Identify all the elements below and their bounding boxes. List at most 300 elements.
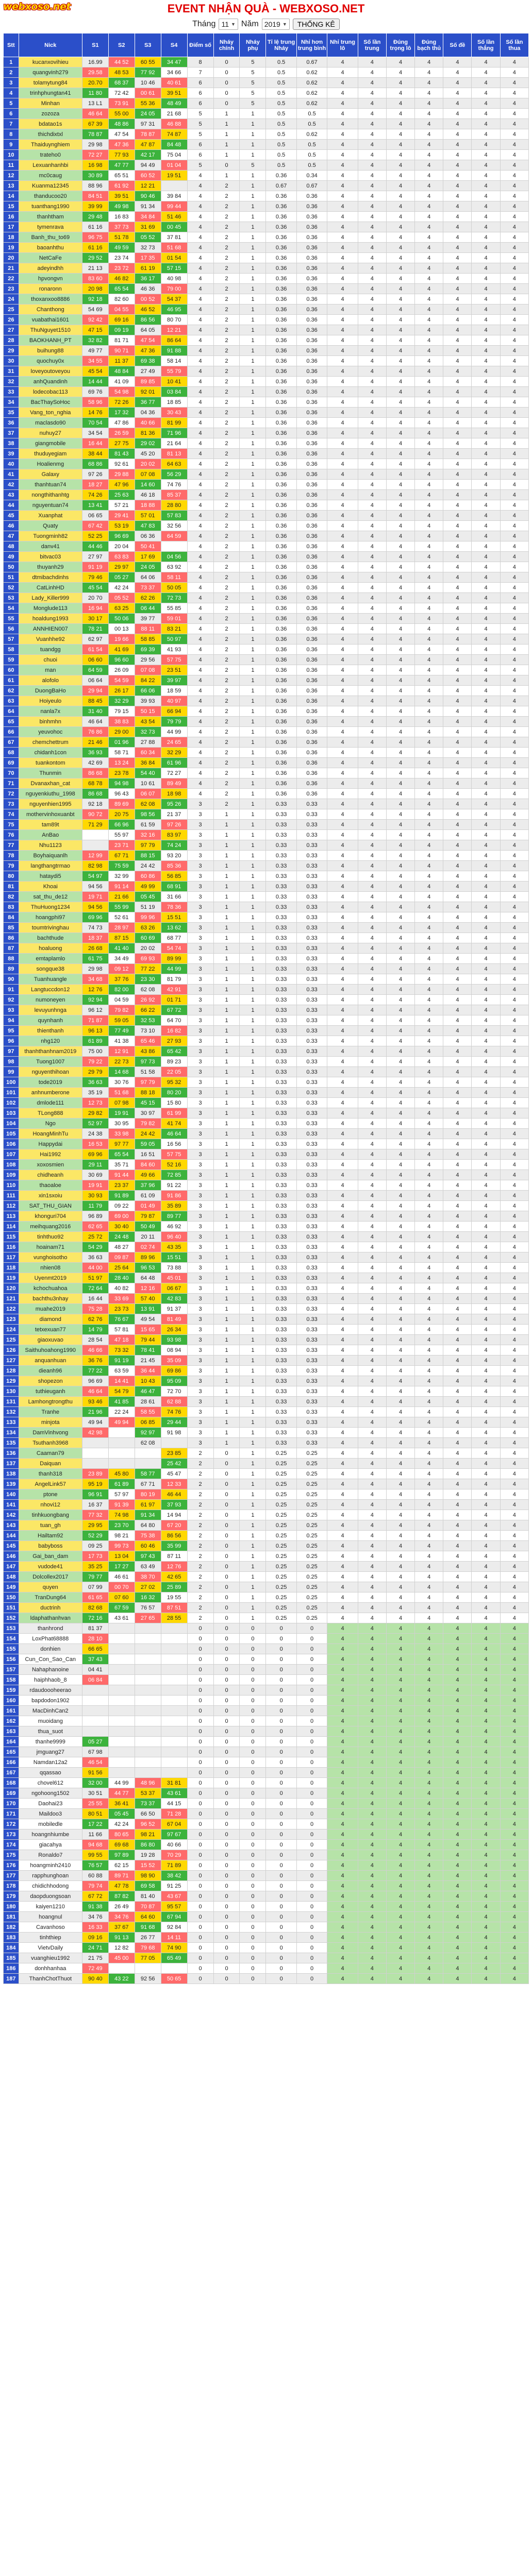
table-cell: 39 51 bbox=[108, 191, 135, 201]
table-cell: 4 bbox=[472, 1644, 500, 1654]
table-cell: 4 bbox=[443, 1376, 472, 1386]
table-cell: 4 bbox=[415, 418, 443, 428]
table-cell: 4 bbox=[358, 995, 386, 1005]
table-cell: 51 78 bbox=[108, 232, 135, 243]
nick-cell: minjota bbox=[19, 1417, 82, 1428]
table-cell: 0.33 bbox=[296, 1118, 327, 1129]
table-cell: 4 bbox=[386, 1325, 414, 1335]
table-cell: 3 bbox=[187, 943, 213, 954]
table-cell: 0.33 bbox=[266, 1026, 296, 1036]
table-cell: 0.33 bbox=[296, 1026, 327, 1036]
table-row bbox=[4, 1222, 529, 1232]
table-cell: 4 bbox=[500, 1108, 528, 1118]
table-cell: 0 bbox=[213, 160, 240, 171]
table-cell: 4 bbox=[327, 1871, 358, 1881]
table-cell: 0.67 bbox=[296, 57, 327, 67]
table-cell: 14 41 bbox=[108, 1376, 135, 1386]
table-cell: 4 bbox=[358, 1551, 386, 1562]
table-cell: 1 bbox=[240, 1273, 266, 1283]
table-cell: 4 bbox=[386, 366, 414, 377]
table-cell: 4 bbox=[500, 1479, 528, 1489]
table-cell: 77 93 bbox=[108, 150, 135, 160]
table-cell: 4 bbox=[358, 974, 386, 985]
table-cell: 21 46 bbox=[82, 737, 108, 748]
table-cell: 40 97 bbox=[161, 696, 187, 706]
table-cell: 178 bbox=[4, 1881, 19, 1891]
table-cell: 114 bbox=[4, 1222, 19, 1232]
table-cell: 4 bbox=[472, 459, 500, 469]
table-row bbox=[4, 717, 529, 727]
table-cell: 4 bbox=[358, 1201, 386, 1211]
table-cell: 4 bbox=[443, 593, 472, 603]
table-cell: 2 bbox=[213, 614, 240, 624]
table-cell: 65 54 bbox=[108, 284, 135, 294]
table-cell: 4 bbox=[358, 882, 386, 892]
table-cell: 61 16 bbox=[82, 222, 108, 232]
table-cell: 46 18 bbox=[135, 490, 161, 500]
table-cell: 4 bbox=[358, 1232, 386, 1242]
table-cell: 4 bbox=[500, 1304, 528, 1314]
nick-cell: Cavanhoso bbox=[19, 1922, 82, 1933]
table-cell: 4 bbox=[500, 1840, 528, 1850]
table-cell: 0 bbox=[240, 1850, 266, 1860]
nick-cell: jmguang27 bbox=[19, 1747, 82, 1757]
table-cell: 0.36 bbox=[266, 243, 296, 253]
table-cell: 23 74 bbox=[108, 253, 135, 263]
table-cell: 95 bbox=[4, 1026, 19, 1036]
table-cell: 4 bbox=[358, 1510, 386, 1520]
table-cell: 4 bbox=[500, 243, 528, 253]
table-cell: 44 99 bbox=[108, 1778, 135, 1788]
table-cell: 2 bbox=[213, 748, 240, 758]
table-cell: 4 bbox=[415, 57, 443, 67]
table-cell: 2 bbox=[187, 1531, 213, 1541]
table-cell: 1 bbox=[240, 675, 266, 686]
table-cell: 135 bbox=[4, 1438, 19, 1448]
table-cell: 4 bbox=[472, 675, 500, 686]
table-cell: 78 87 bbox=[82, 129, 108, 140]
table-cell: 97 73 bbox=[135, 1057, 161, 1067]
table-cell: 0.36 bbox=[296, 449, 327, 459]
table-row bbox=[4, 799, 529, 809]
table-cell: 4 bbox=[327, 1459, 358, 1469]
table-cell: 4 bbox=[500, 346, 528, 356]
column-header: Nhỉ hơn trung bình bbox=[296, 33, 327, 57]
table-row bbox=[4, 1170, 529, 1180]
table-cell: 75 28 bbox=[82, 1304, 108, 1314]
table-cell: 0.33 bbox=[296, 1067, 327, 1077]
table-cell: 4 bbox=[386, 181, 414, 191]
table-cell: 0 bbox=[296, 1943, 327, 1953]
table-cell: 4 bbox=[358, 67, 386, 78]
table-cell: 4 bbox=[386, 1634, 414, 1644]
table-cell: 149 bbox=[4, 1582, 19, 1592]
nick-cell: Tuongminh82 bbox=[19, 531, 82, 541]
nick-cell: ThanhChotThuot bbox=[19, 1974, 82, 1984]
table-cell: 0.36 bbox=[266, 727, 296, 737]
table-cell: 122 bbox=[4, 1304, 19, 1314]
table-cell: 4 bbox=[327, 933, 358, 943]
table-cell: 4 bbox=[358, 171, 386, 181]
table-cell: 4 bbox=[443, 1891, 472, 1902]
table-cell: 4 bbox=[500, 408, 528, 418]
table-cell: 4 bbox=[386, 912, 414, 923]
nick-cell: maclasdo90 bbox=[19, 418, 82, 428]
table-cell: 0.33 bbox=[266, 1397, 296, 1407]
table-cell: 4 bbox=[443, 253, 472, 263]
table-cell: 51 68 bbox=[161, 243, 187, 253]
table-cell: 0.25 bbox=[266, 1551, 296, 1562]
table-cell: 4 bbox=[443, 1479, 472, 1489]
table-row bbox=[4, 1180, 529, 1191]
table-cell: 4 bbox=[500, 109, 528, 119]
table-cell: 4 bbox=[443, 1252, 472, 1263]
table-cell: 4 bbox=[327, 397, 358, 408]
table-cell: 41 85 bbox=[108, 1397, 135, 1407]
table-cell: 97 bbox=[4, 1046, 19, 1057]
table-row bbox=[4, 304, 529, 315]
table-cell: 41 bbox=[4, 469, 19, 480]
table-cell: 0.36 bbox=[296, 243, 327, 253]
page-title: EVENT NHẬN QUÀ - WEBXOSO.NET bbox=[167, 2, 365, 15]
table-cell: 4 bbox=[327, 418, 358, 428]
table-cell: 4 bbox=[187, 356, 213, 366]
table-cell: 4 bbox=[443, 706, 472, 717]
table-cell: 4 bbox=[358, 593, 386, 603]
table-cell: 29 95 bbox=[82, 1520, 108, 1531]
table-cell: 04 55 bbox=[108, 304, 135, 315]
table-cell bbox=[161, 1644, 187, 1654]
table-cell: 21 68 bbox=[161, 109, 187, 119]
table-cell: 4 bbox=[415, 377, 443, 387]
table-cell: 0 bbox=[296, 1829, 327, 1840]
table-cell bbox=[135, 1623, 161, 1634]
table-cell: 35 89 bbox=[161, 1201, 187, 1211]
table-cell: 1 bbox=[213, 1263, 240, 1273]
table-cell: 4 bbox=[415, 1448, 443, 1459]
table-cell: 4 bbox=[358, 1283, 386, 1294]
table-cell: 77 32 bbox=[82, 1510, 108, 1520]
table-cell: 4 bbox=[327, 1953, 358, 1963]
table-cell: 96 75 bbox=[82, 232, 108, 243]
table-cell: 115 bbox=[4, 1232, 19, 1242]
table-cell: 07 98 bbox=[108, 1098, 135, 1108]
table-cell: 66 65 bbox=[82, 1644, 108, 1654]
table-cell: 105 bbox=[4, 1129, 19, 1139]
table-cell: 4 bbox=[472, 1562, 500, 1572]
table-cell: 4 bbox=[386, 274, 414, 284]
table-cell: 1 bbox=[240, 985, 266, 995]
table-cell: 0.33 bbox=[296, 1335, 327, 1345]
table-cell bbox=[108, 1634, 135, 1644]
table-cell: 4 bbox=[472, 274, 500, 284]
table-cell: 4 bbox=[472, 1335, 500, 1345]
table-cell: 4 bbox=[358, 1572, 386, 1582]
table-cell: 4 bbox=[327, 603, 358, 614]
table-cell: 4 bbox=[327, 1912, 358, 1922]
table-cell: 1 bbox=[240, 737, 266, 748]
table-cell: 0.33 bbox=[266, 943, 296, 954]
table-cell: 4 bbox=[500, 1211, 528, 1222]
table-cell: 43 61 bbox=[108, 1613, 135, 1623]
table-cell: 49 94 bbox=[108, 1417, 135, 1428]
table-cell: 15 80 bbox=[161, 1098, 187, 1108]
table-cell: 72 42 bbox=[108, 88, 135, 98]
table-cell: 4 bbox=[358, 57, 386, 67]
table-row bbox=[4, 1046, 529, 1057]
table-cell: 4 bbox=[443, 109, 472, 119]
table-cell: 75 38 bbox=[135, 1531, 161, 1541]
table-cell: 4 bbox=[386, 1077, 414, 1088]
nick-cell: tuanthang1990 bbox=[19, 201, 82, 212]
table-cell: 84 22 bbox=[135, 675, 161, 686]
table-cell: 4 bbox=[358, 1294, 386, 1304]
table-cell: 0.33 bbox=[266, 882, 296, 892]
table-cell: 4 bbox=[500, 1696, 528, 1706]
table-cell: 0.33 bbox=[266, 995, 296, 1005]
table-cell: 2 bbox=[213, 335, 240, 346]
table-cell: 26 59 bbox=[108, 428, 135, 438]
table-cell: 4 bbox=[472, 1716, 500, 1726]
table-row bbox=[4, 1768, 529, 1778]
table-cell: 4 bbox=[443, 1922, 472, 1933]
table-cell: 4 bbox=[386, 57, 414, 67]
table-cell: 0.36 bbox=[266, 418, 296, 428]
table-cell: 4 bbox=[187, 490, 213, 500]
table-cell: 4 bbox=[327, 274, 358, 284]
nick-cell: Lamhongtrongthu bbox=[19, 1397, 82, 1407]
table-cell: 1 bbox=[240, 1211, 266, 1222]
table-cell: 0 bbox=[240, 1953, 266, 1963]
table-cell: 09 22 bbox=[108, 1201, 135, 1211]
table-row bbox=[4, 366, 529, 377]
table-cell: 4 bbox=[443, 346, 472, 356]
table-cell: 1 bbox=[213, 995, 240, 1005]
table-cell: 4 bbox=[415, 1108, 443, 1118]
table-cell: 0 bbox=[240, 1623, 266, 1634]
table-cell: 60 34 bbox=[135, 748, 161, 758]
table-cell: 55 00 bbox=[108, 109, 135, 119]
table-cell: 4 bbox=[386, 428, 414, 438]
table-cell: 0 bbox=[266, 1933, 296, 1943]
table-cell: 4 bbox=[443, 861, 472, 871]
table-cell: 4 bbox=[500, 1252, 528, 1263]
table-cell: 4 bbox=[500, 366, 528, 377]
table-cell: 4 bbox=[415, 1788, 443, 1799]
table-cell: 97 31 bbox=[135, 119, 161, 129]
table-cell: 81 71 bbox=[108, 335, 135, 346]
table-cell: 4 bbox=[443, 1160, 472, 1170]
table-cell: 54 79 bbox=[108, 1386, 135, 1397]
table-cell: 4 bbox=[472, 98, 500, 109]
table-cell: 54 69 bbox=[82, 304, 108, 315]
table-cell: 4 bbox=[386, 1551, 414, 1562]
table-cell bbox=[135, 1757, 161, 1768]
table-cell: 4 bbox=[358, 243, 386, 253]
table-cell: 4 bbox=[500, 974, 528, 985]
table-cell: 4 bbox=[358, 1407, 386, 1417]
table-cell: 12 21 bbox=[161, 325, 187, 335]
table-cell: 04 56 bbox=[161, 552, 187, 562]
table-cell: 0 bbox=[213, 1757, 240, 1768]
table-cell: 0 bbox=[296, 1871, 327, 1881]
table-cell: 4 bbox=[327, 1716, 358, 1726]
table-cell: 0.33 bbox=[296, 809, 327, 820]
table-cell: 4 bbox=[472, 789, 500, 799]
nick-cell: DuongBaHo bbox=[19, 686, 82, 696]
table-cell: 62 88 bbox=[161, 1397, 187, 1407]
table-cell: 4 bbox=[358, 408, 386, 418]
table-cell: 16 98 bbox=[82, 160, 108, 171]
table-cell: 94 68 bbox=[82, 1840, 108, 1850]
table-cell: 4 bbox=[358, 1582, 386, 1592]
table-cell: 2 bbox=[213, 624, 240, 634]
table-cell: 0 bbox=[213, 1675, 240, 1685]
nick-cell: Daiquan bbox=[19, 1459, 82, 1469]
table-cell: 0.33 bbox=[296, 882, 327, 892]
table-cell: 4 bbox=[500, 274, 528, 284]
table-cell: 4 bbox=[443, 1242, 472, 1252]
nick-cell: Cun_Con_Sao_Can bbox=[19, 1654, 82, 1665]
table-cell: 4 bbox=[415, 1479, 443, 1489]
table-cell: 167 bbox=[4, 1768, 19, 1778]
nick-cell: songque38 bbox=[19, 964, 82, 974]
table-cell: 0 bbox=[266, 1737, 296, 1747]
table-cell: 4 bbox=[358, 1149, 386, 1160]
month-select[interactable]: 11 ▼ bbox=[219, 19, 238, 30]
table-cell: 4 bbox=[500, 438, 528, 449]
table-cell: 13 41 bbox=[82, 500, 108, 511]
table-cell: 4 bbox=[472, 304, 500, 315]
table-cell: 87 82 bbox=[108, 1891, 135, 1902]
table-cell: 4 bbox=[386, 624, 414, 634]
table-cell: 4 bbox=[500, 304, 528, 315]
table-cell: 1 bbox=[213, 1088, 240, 1098]
table-cell: 4 bbox=[415, 1675, 443, 1685]
nick-cell: Saithuhoahong1990 bbox=[19, 1345, 82, 1355]
table-cell: 4 bbox=[358, 696, 386, 706]
nick-cell: thua_suot bbox=[19, 1726, 82, 1737]
table-cell: 4 bbox=[500, 1891, 528, 1902]
table-cell: 80 51 bbox=[82, 1809, 108, 1819]
table-cell: 4 bbox=[358, 912, 386, 923]
table-cell: 1 bbox=[213, 861, 240, 871]
nick-cell: Ronaldo7 bbox=[19, 1850, 82, 1860]
table-cell: 4 bbox=[472, 1696, 500, 1706]
table-cell: 55 bbox=[4, 614, 19, 624]
table-cell: 50 bbox=[4, 562, 19, 572]
table-cell: 4 bbox=[327, 593, 358, 603]
table-cell: 23 89 bbox=[82, 1469, 108, 1479]
table-cell: 4 bbox=[415, 1459, 443, 1469]
table-cell: 4 bbox=[358, 294, 386, 304]
column-header: Số đề bbox=[443, 33, 472, 57]
table-cell: 1 bbox=[213, 1180, 240, 1191]
table-cell: 1 bbox=[213, 171, 240, 181]
table-cell: 3 bbox=[187, 1005, 213, 1015]
table-cell: 95 19 bbox=[82, 1479, 108, 1489]
table-cell: 4 bbox=[327, 67, 358, 78]
table-cell: 0.62 bbox=[296, 129, 327, 140]
table-cell: 0.25 bbox=[296, 1592, 327, 1603]
table-cell: 4 bbox=[443, 995, 472, 1005]
table-cell: 2 bbox=[4, 67, 19, 78]
nick-cell: Tuanhuangle bbox=[19, 974, 82, 985]
table-cell: 0.36 bbox=[266, 614, 296, 624]
table-cell: 4 bbox=[472, 1118, 500, 1129]
table-cell: 0.36 bbox=[266, 768, 296, 778]
table-cell: 4 bbox=[358, 717, 386, 727]
table-cell: 66 94 bbox=[161, 706, 187, 717]
table-cell: 16 32 bbox=[135, 1592, 161, 1603]
table-cell: 25 89 bbox=[161, 1582, 187, 1592]
table-cell: 1 bbox=[213, 1407, 240, 1417]
table-cell: 4 bbox=[443, 974, 472, 985]
table-cell: 4 bbox=[415, 1840, 443, 1850]
table-cell: 47 15 bbox=[82, 325, 108, 335]
table-cell: 4 bbox=[472, 1325, 500, 1335]
table-cell: 4 bbox=[500, 1922, 528, 1933]
table-cell: 0.25 bbox=[266, 1500, 296, 1510]
table-cell: 4 bbox=[500, 263, 528, 274]
table-cell: 146 bbox=[4, 1551, 19, 1562]
table-cell: 1 bbox=[240, 851, 266, 861]
table-cell: 91 98 bbox=[161, 1428, 187, 1438]
table-cell: 77 22 bbox=[135, 964, 161, 974]
table-cell: 78 41 bbox=[135, 1345, 161, 1355]
table-cell: 58 11 bbox=[161, 572, 187, 583]
nick-cell: bdatao1s bbox=[19, 119, 82, 129]
table-cell: 54 59 bbox=[108, 675, 135, 686]
table-cell: 38 bbox=[4, 438, 19, 449]
year-select[interactable]: 2019 ▼ bbox=[262, 19, 290, 30]
table-cell: 0.36 bbox=[296, 717, 327, 727]
table-cell: 0.36 bbox=[266, 748, 296, 758]
table-cell: 4 bbox=[415, 675, 443, 686]
statistics-button[interactable]: THỐNG KÊ bbox=[293, 19, 340, 30]
nick-cell: rapphunghoan bbox=[19, 1871, 82, 1881]
table-cell: 0.33 bbox=[296, 799, 327, 809]
nick-cell: Banh_thu_to69 bbox=[19, 232, 82, 243]
table-cell: 61 54 bbox=[82, 645, 108, 655]
table-cell: 0.33 bbox=[266, 1222, 296, 1232]
table-row bbox=[4, 1809, 529, 1819]
table-cell: 4 bbox=[500, 1118, 528, 1129]
table-cell: 0 bbox=[187, 1840, 213, 1850]
table-cell: 49 98 bbox=[108, 201, 135, 212]
table-cell: 0.25 bbox=[266, 1448, 296, 1459]
table-cell: 4 bbox=[415, 1520, 443, 1531]
table-cell: 0.36 bbox=[266, 686, 296, 696]
table-cell bbox=[108, 1644, 135, 1654]
table-cell: 0.33 bbox=[296, 871, 327, 882]
table-cell bbox=[135, 1448, 161, 1459]
table-cell: 0 bbox=[213, 98, 240, 109]
table-cell: 4 bbox=[443, 171, 472, 181]
table-cell: 117 bbox=[4, 1252, 19, 1263]
table-cell: 4 bbox=[358, 1654, 386, 1665]
table-cell: 4 bbox=[386, 1459, 414, 1469]
table-cell: 4 bbox=[472, 1026, 500, 1036]
table-cell: 0.33 bbox=[266, 1366, 296, 1376]
table-cell: 39 99 bbox=[82, 201, 108, 212]
site-logo[interactable]: webxoso.net bbox=[3, 1, 71, 12]
table-row bbox=[4, 1345, 529, 1355]
table-row bbox=[4, 1067, 529, 1077]
table-cell: 4 bbox=[327, 1149, 358, 1160]
table-cell: 0 bbox=[266, 1675, 296, 1685]
table-cell: 4 bbox=[386, 706, 414, 717]
